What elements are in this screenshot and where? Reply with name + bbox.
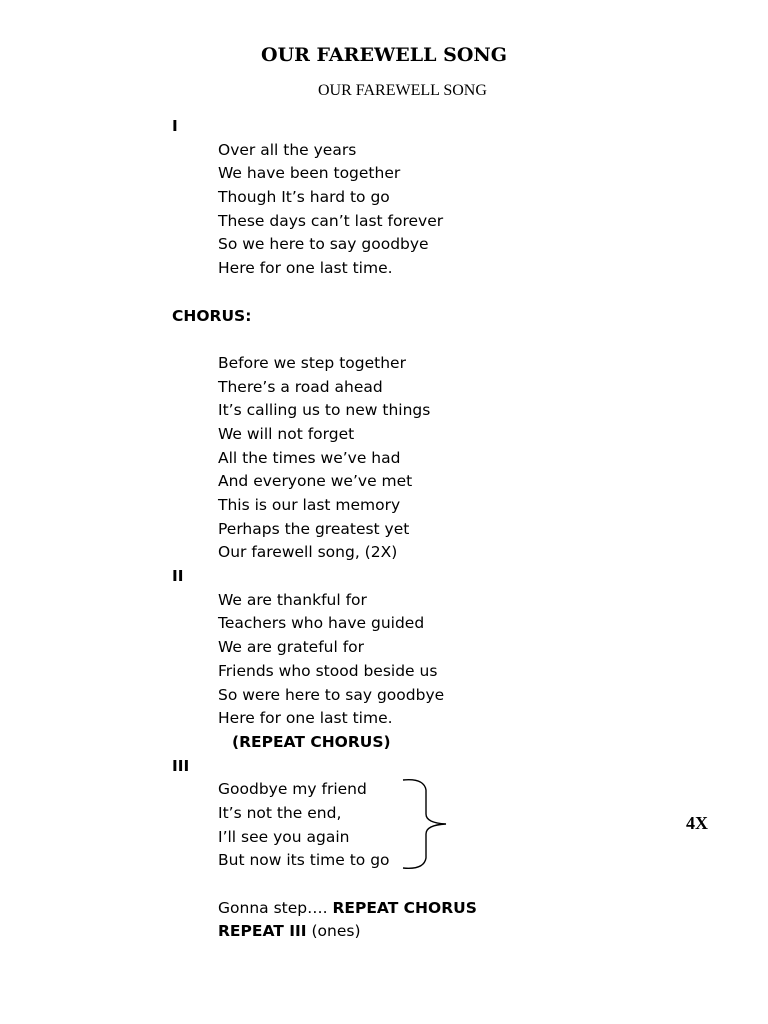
verse-2-line: Here for one last time. — [218, 709, 393, 728]
chorus-line: And everyone we’ve met — [218, 472, 413, 491]
verse-1-line: These days can’t last forever — [218, 211, 444, 230]
verse-3-line: Goodbye my friend — [218, 780, 367, 799]
outro-line-1 — [172, 897, 477, 921]
outro-line-2 — [172, 920, 477, 944]
chorus-line: Our farewell song, (2X) — [218, 543, 398, 562]
repeat-count: 4X — [686, 813, 708, 833]
gonna-step-text: Gonna step…. — [218, 898, 333, 917]
right-brace-icon — [402, 778, 448, 870]
chorus-line: All the times we’ve had — [218, 448, 401, 467]
verse-3-line: It’s not the end, — [218, 803, 342, 822]
verse-2-line: Teachers who have guided — [218, 614, 425, 633]
chorus-line: We will not forget — [218, 424, 355, 443]
repeat-chorus-text: REPEAT CHORUS — [332, 898, 477, 917]
spacer — [172, 873, 477, 897]
spacer — [172, 281, 477, 305]
verse-3-marker: III — [172, 756, 190, 775]
verse-3-line: But now its time to go — [218, 851, 390, 870]
chorus-line: Before we step together — [218, 353, 406, 372]
song-subtitle: OUR FAREWELL SONG — [318, 82, 487, 99]
ones-text: (ones) — [306, 922, 361, 941]
song-title: OUR FAREWELL SONG — [261, 44, 507, 66]
repeat-chorus-note: (REPEAT CHORUS) — [232, 732, 391, 751]
verse-1-line: Though It’s hard to go — [218, 188, 390, 207]
verse-1-line: So we here to say goodbye — [218, 235, 429, 254]
chorus-line: There’s a road ahead — [218, 377, 383, 396]
verse-2-line: So were here to say goodbye — [218, 685, 445, 704]
verse-2-marker: II — [172, 567, 184, 586]
verse-2-line: We are thankful for — [218, 590, 367, 609]
verse-3-line: I’ll see you again — [218, 827, 350, 846]
spacer — [172, 328, 477, 352]
verse-1-line: Here for one last time. — [218, 259, 393, 278]
verse-1-marker: I — [172, 117, 178, 135]
chorus-heading: CHORUS: — [172, 306, 252, 325]
chorus-line: This is our last memory — [218, 496, 401, 514]
chorus-line: Perhaps the greatest yet — [218, 519, 410, 538]
verse-1-line: Over all the years — [218, 140, 357, 159]
verse-2-line: Friends who stood beside us — [218, 661, 438, 680]
repeat-iii-text: REPEAT III — [218, 922, 307, 941]
chorus-line: It’s calling us to new things — [218, 401, 431, 420]
verse-2-line: We are grateful for — [218, 638, 365, 657]
verse-1-line: We have been together — [218, 164, 401, 183]
